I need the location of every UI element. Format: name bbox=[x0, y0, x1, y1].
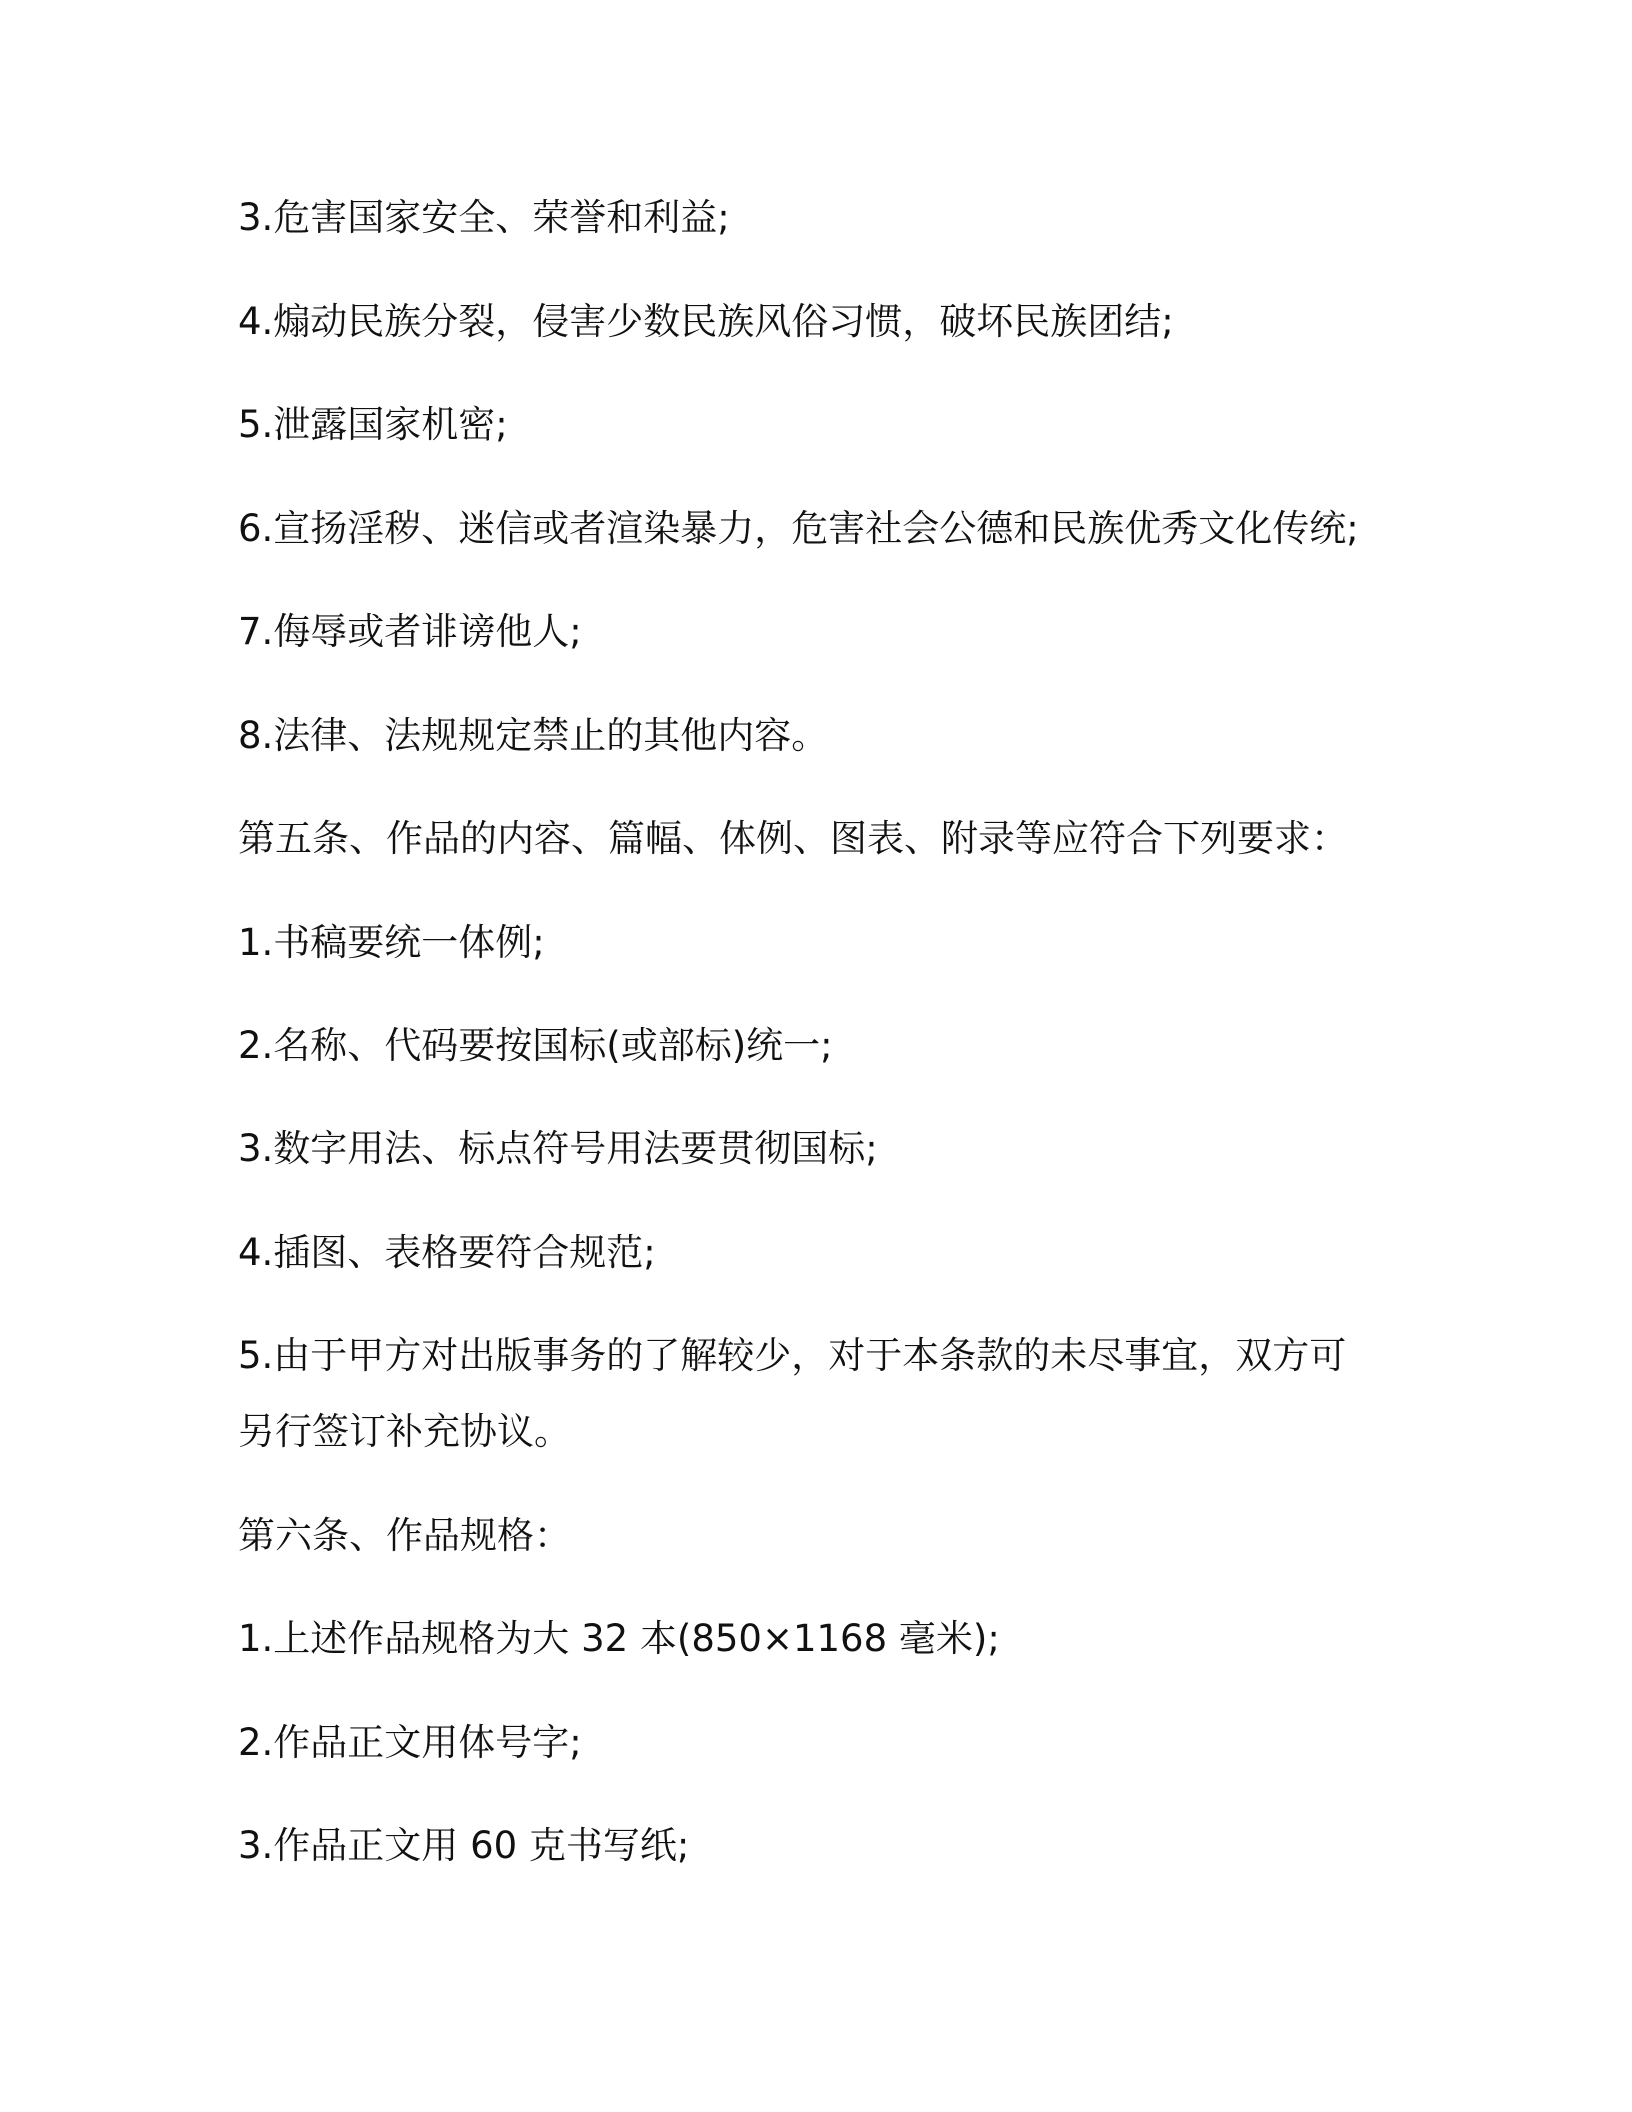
clause-5-item-2: 2.名称、代码要按国标(或部标)统一; bbox=[238, 1024, 833, 1067]
clause-5-item-3: 3.数字用法、标点符号用法要贯彻国标; bbox=[238, 1127, 878, 1170]
clause-4-item-5: 5.泄露国家机密; bbox=[238, 403, 508, 446]
clause-4-item-8: 8.法律、法规规定禁止的其他内容。 bbox=[238, 714, 829, 757]
clause-4-item-7: 7.侮辱或者诽谤他人; bbox=[238, 610, 582, 653]
clause-6-heading: 第六条、作品规格： bbox=[238, 1514, 571, 1557]
clause-6-item-3: 3.作品正文用 60 克书写纸; bbox=[238, 1824, 690, 1867]
clause-4-item-3: 3.危害国家安全、荣誉和利益; bbox=[238, 196, 730, 239]
clause-5-heading: 第五条、作品的内容、篇幅、体例、图表、附录等应符合下列要求： bbox=[238, 817, 1348, 860]
clause-4-item-4: 4.煽动民族分裂，侵害少数民族风俗习惯，破坏民族团结; bbox=[238, 300, 1174, 343]
clause-6-item-2: 2.作品正文用体号字; bbox=[238, 1721, 582, 1764]
clause-5-item-1: 1.书稿要统一体例; bbox=[238, 921, 545, 964]
clause-6-item-1: 1.上述作品规格为大 32 本(850×1168 毫米); bbox=[238, 1617, 1000, 1660]
clause-5-item-4: 4.插图、表格要符合规范; bbox=[238, 1231, 656, 1274]
clause-5-item-5: 5.由于甲方对出版事务的了解较少，对于本条款的未尽事宜，双方可 bbox=[238, 1334, 1347, 1377]
clause-5-item-5-continued: 另行签订补充协议。 bbox=[238, 1410, 571, 1453]
clause-4-item-6: 6.宣扬淫秽、迷信或者渲染暴力，危害社会公德和民族优秀文化传统; bbox=[238, 507, 1359, 550]
